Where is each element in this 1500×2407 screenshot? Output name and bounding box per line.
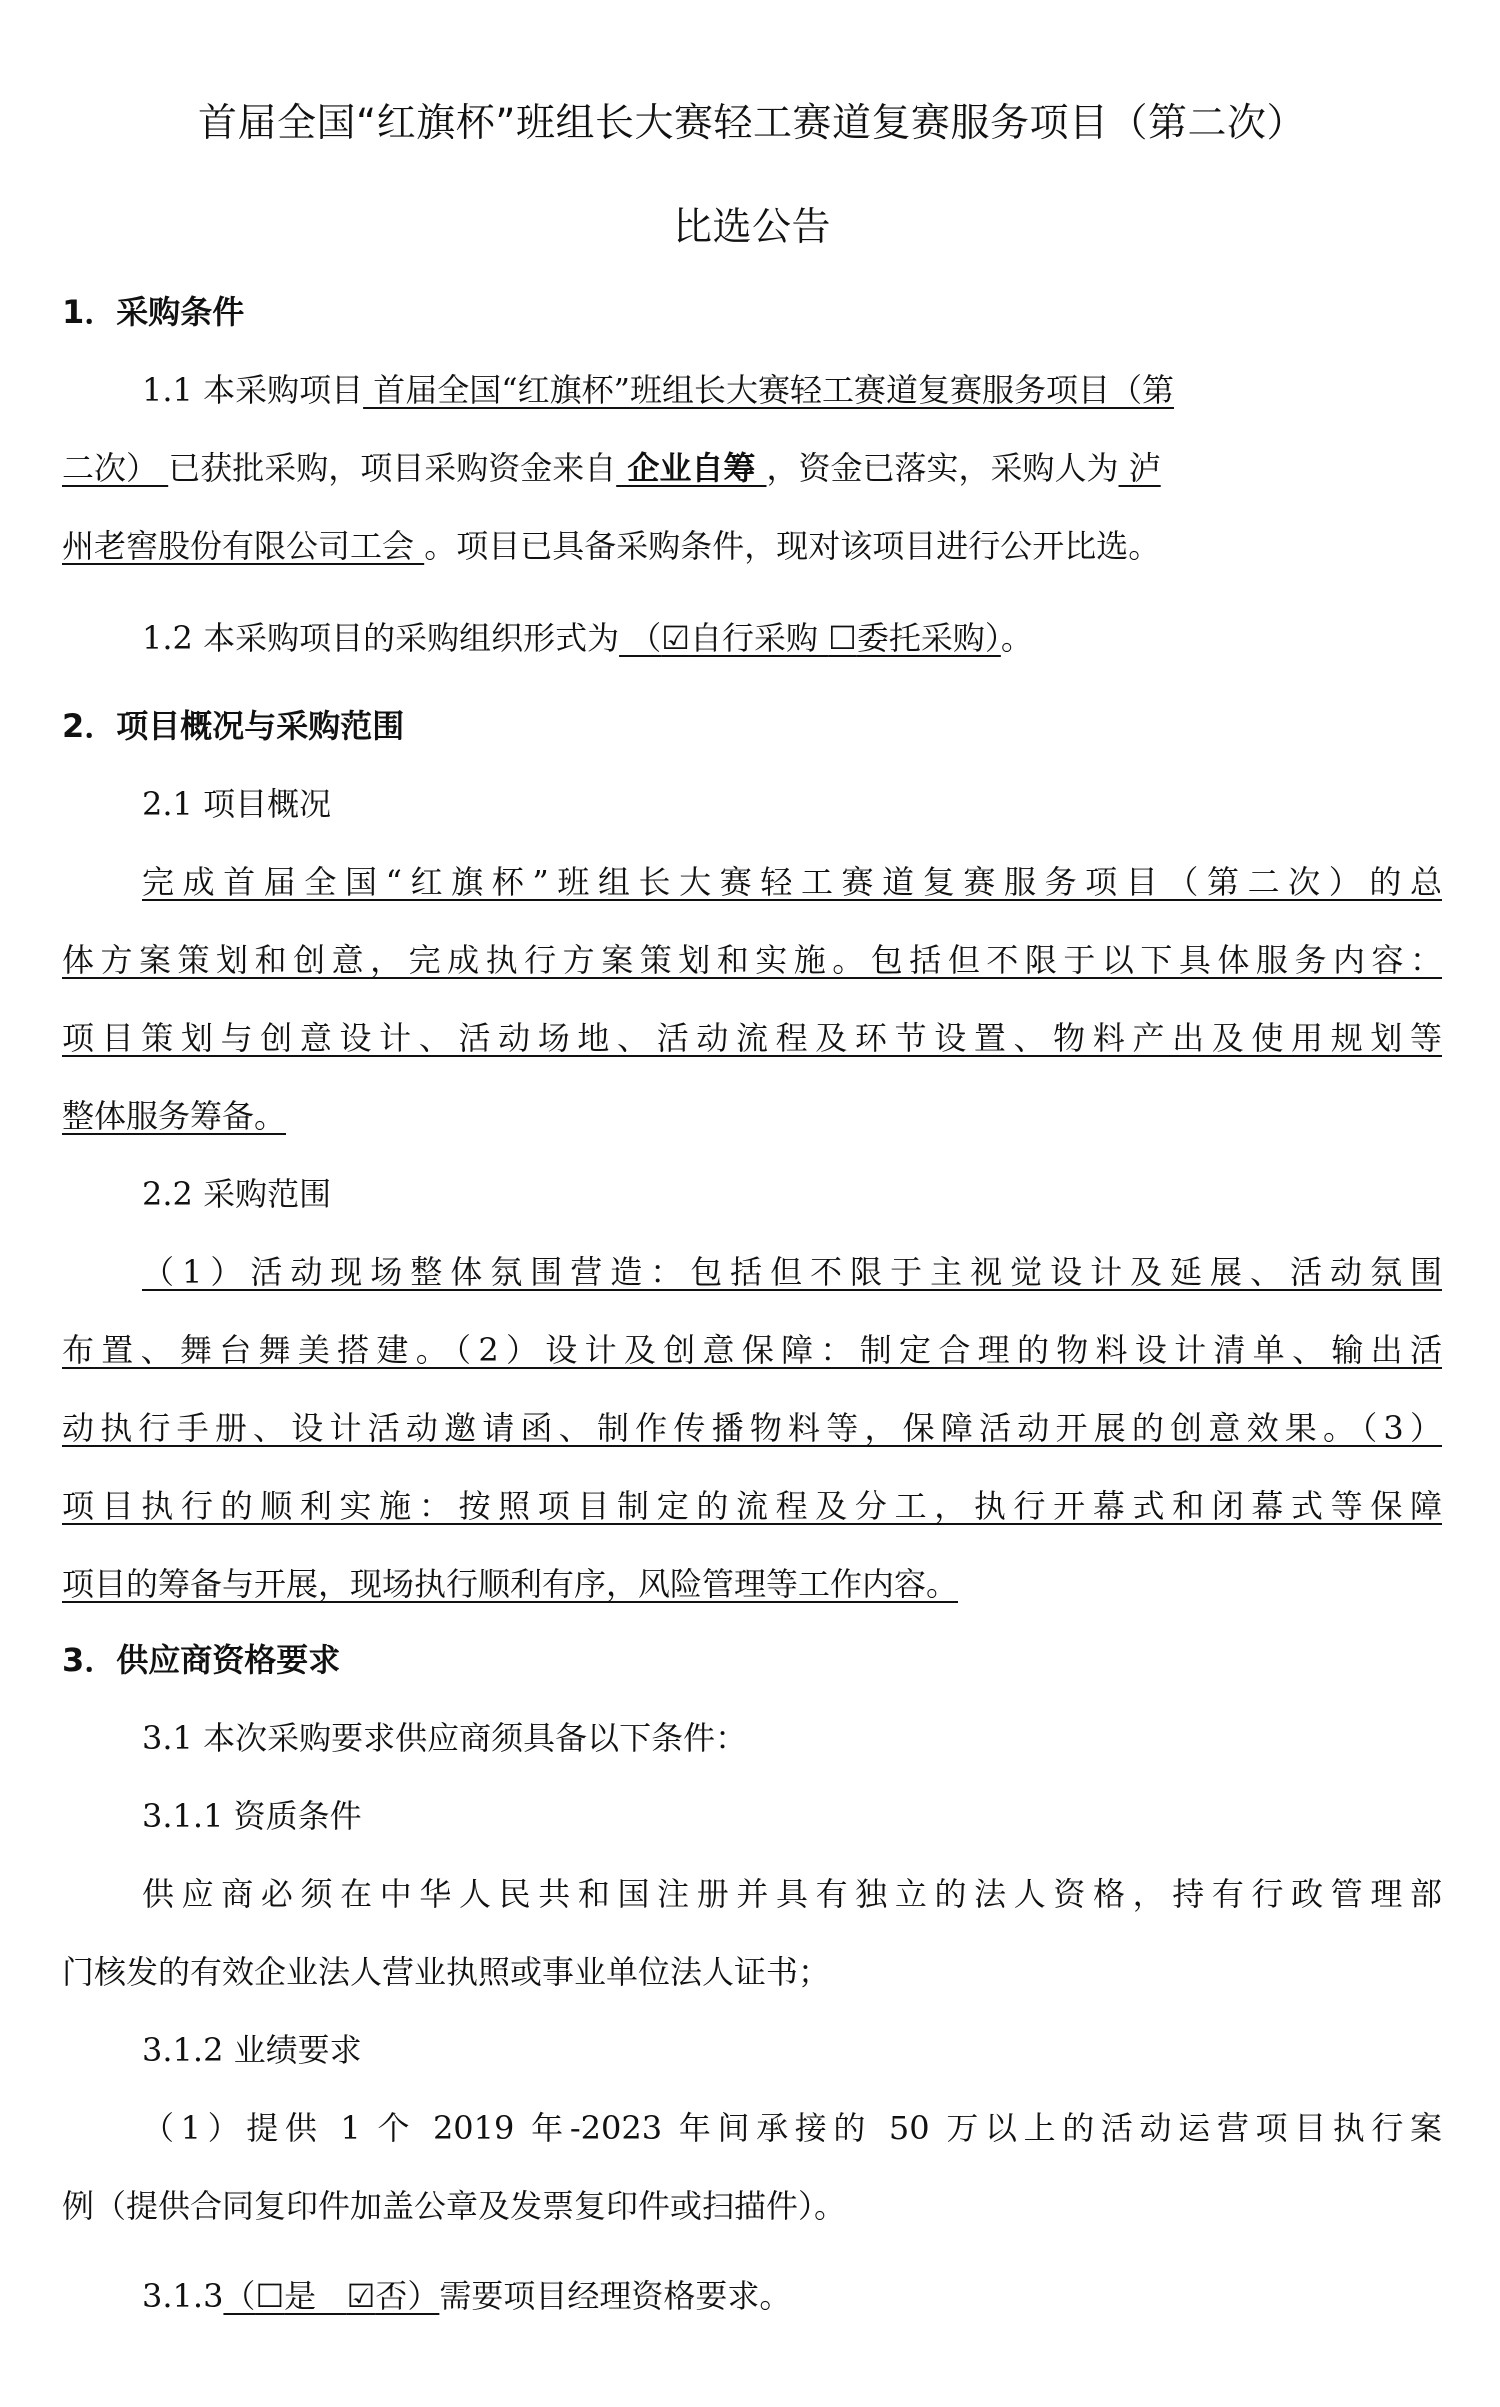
clause-3-1: 3.1 本次采购要求供应商须具备以下条件： [142,1719,748,1757]
yes-label: 是 [284,2277,347,2315]
clause-1-1-line-3 [62,526,1442,566]
self-procurement-checkbox-icon: ☑ [661,619,690,657]
pm-requirement-options [223,2277,439,2315]
yes-checkbox-icon: ☐ [255,2277,285,2315]
paren-open: （ [619,619,662,657]
document-subtitle: 比选公告 [672,205,831,250]
entrusted-procurement-checkbox-icon: ☐ [828,619,857,657]
clause-3-1-3 [62,2276,1442,2316]
clause-1-2-prefix: 1.2 本采购项目的采购组织形式为 [142,619,620,657]
qualification-line: 供应商必须在中华人民共和国注册并具有独立的法人资格，持有行政管理部 [142,1875,1442,1913]
overview-line: 项目策划与创意设计、活动场地、活动流程及环节设置、物料产出及使用规划等 [62,1019,1442,1057]
overview-line: 完成首届全国“红旗杯”班组长大赛轻工赛道复赛服务项目（第二次）的总 [142,863,1442,901]
clause-1-1-prefix: 1.1 本采购项目 [142,371,364,409]
clause-1-1-line-2 [62,448,1442,488]
paren-open: （ [223,2277,256,2315]
clause-2-2-title: 2.2 采购范围 [142,1175,332,1213]
section-3-heading: 3．供应商资格要求 [62,1641,341,1679]
purchaser-cont: 州老窖股份有限公司工会 [62,527,425,565]
entrusted-procurement-label: 委托采购） [856,619,1001,657]
clause-3-1-3-prefix: 3.1.3 [142,2277,224,2315]
section-2-heading: 2．项目概况与采购范围 [62,707,405,745]
clause-3-1-2-title: 3.1.2 业绩要求 [142,2031,362,2069]
clause-3-1-3-tail: 需要项目经理资格要求。 [439,2277,792,2315]
no-checkbox-icon: ☑ [346,2277,376,2315]
project-name: 首届全国“红旗杯”班组长大赛轻工赛道复赛服务项目（第 [363,371,1174,409]
scope-line: 布置、舞台舞美搭建。（2）设计及创意保障：制定合理的物料设计清单、输出活 [62,1331,1442,1369]
document-title: 首届全国“红旗杯”班组长大赛轻工赛道复赛服务项目（第二次） [198,101,1306,146]
section-1-heading: 1．采购条件 [62,293,245,331]
clause-1-2-tail: 。 [1000,619,1033,657]
clause-1-2 [62,618,1442,658]
clause-3-1-1-title: 3.1.1 资质条件 [142,1797,362,1835]
clause-1-1-tail: 。项目已具备采购条件，现对该项目进行公开比选。 [424,527,1161,565]
clause-1-1-text-2: ，资金已落实，采购人为 [766,449,1119,487]
scope-line: 项目执行的顺利实施：按照项目制定的流程及分工，执行开幕式和闭幕式等保障 [62,1487,1442,1525]
performance-line: （1）提供 1 个 2019 年-2023 年间承接的 50 万以上的活动运营项目执行案 [142,2109,1442,2147]
no-label: 否） [375,2277,440,2315]
fund-source: 企业自筹 [616,449,767,487]
clause-1-1-line-1 [62,370,1442,410]
performance-line: 例（提供合同复印件加盖公章及发票复印件或扫描件）。 [62,2187,847,2225]
self-procurement-label: 自行采购 [689,619,829,657]
procurement-mode-options [619,619,1001,657]
clause-1-1-text: 已获批采购，项目采购资金来自 [168,449,617,487]
project-name-cont: 二次） [62,449,169,487]
clause-2-1-title: 2.1 项目概况 [142,785,332,823]
overview-line: 整体服务筹备。 [62,1097,287,1135]
qualification-line: 门核发的有效企业法人营业执照或事业单位法人证书； [62,1953,831,1991]
overview-line: 体方案策划和创意，完成执行方案策划和实施。包括但不限于以下具体服务内容： [62,941,1442,979]
scope-line: 项目的筹备与开展，现场执行顺利有序，风险管理等工作内容。 [62,1565,959,1603]
scope-line: （1）活动现场整体氛围营造：包括但不限于主视觉设计及延展、活动氛围 [142,1253,1442,1291]
scope-line: 动执行手册、设计活动邀请函、制作传播物料等，保障活动开展的创意效果。（3） [62,1409,1442,1447]
purchaser: 泸 [1118,449,1161,487]
